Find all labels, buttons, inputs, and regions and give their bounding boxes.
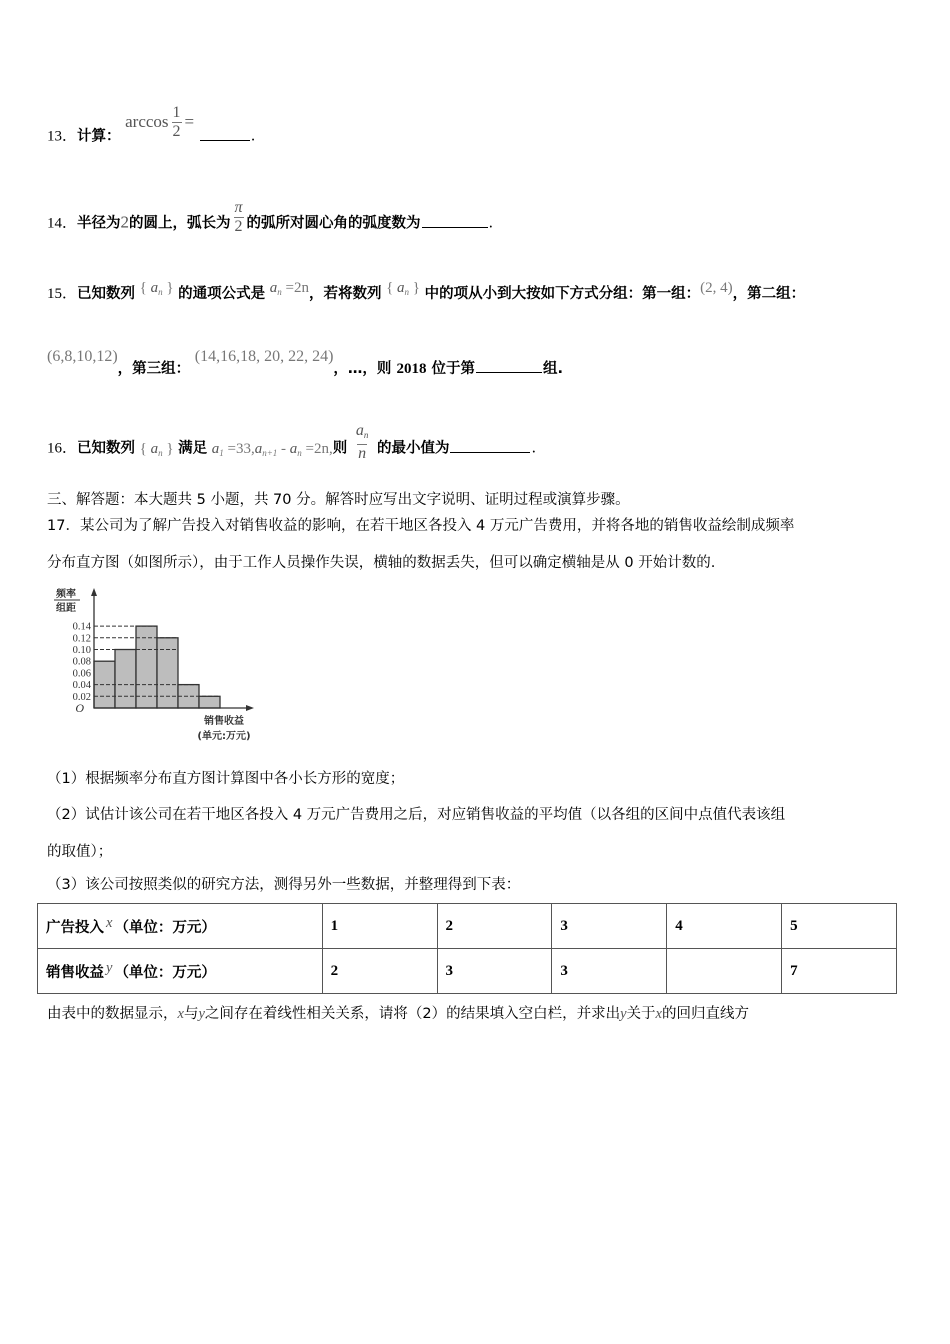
histogram-bar bbox=[115, 650, 136, 709]
section-heading: 三、解答题：本大题共 5 小题，共 70 分。解答时应写出文字说明、证明过程或演算步骤。 bbox=[47, 492, 630, 508]
fraction: $\frac{a_n}{n}$ bbox=[355, 422, 369, 462]
table-cell: 7 bbox=[782, 949, 897, 994]
formula: $a_n =2n$ bbox=[269, 280, 309, 297]
frequency-histogram bbox=[40, 584, 280, 749]
question-17-intro-1: 17．某公司为了解广告投入对销售收益的影响，在若干地区各投入 4 万元广告费用，并将各地的销售收益绘制成频率 bbox=[47, 518, 795, 534]
question-number: 16． bbox=[47, 440, 78, 457]
fraction: $\frac{\pi}{2}$ bbox=[234, 199, 243, 235]
table-cell: 3 bbox=[552, 949, 667, 994]
row-header: 广告投入 x （单位：万元） bbox=[38, 904, 323, 949]
table-cell: 3 bbox=[552, 904, 667, 949]
question-number: 15． bbox=[47, 286, 78, 302]
table-cell: 5 bbox=[782, 904, 897, 949]
svg-text:(单元:万元): (单元:万元) bbox=[197, 731, 251, 742]
answer-blank[interactable] bbox=[450, 451, 530, 453]
table-row bbox=[38, 904, 897, 949]
sequence-symbol: { $a_n$ } bbox=[386, 280, 420, 297]
table-cell: 4 bbox=[667, 904, 782, 949]
table-cell: 2 bbox=[437, 904, 552, 949]
recurrence-formula: $a_1 =33,a_{n+1} - a_n =2n$, bbox=[211, 440, 333, 458]
svg-text:0.06: 0.06 bbox=[72, 668, 91, 680]
sequence-symbol: { $a_n$ } bbox=[139, 440, 174, 458]
table-row bbox=[38, 949, 897, 994]
row-header: 销售收益 y （单位：万元） bbox=[38, 949, 323, 994]
question-17-part-3: （3）该公司按照类似的研究方法，测得另外一些数据，并整理得到下表： bbox=[47, 877, 521, 893]
histogram-bar bbox=[199, 696, 220, 708]
question-14: 14．半径为2的圆上，弧长为 $\frac{\pi}{2}$ 的弧所对圆心角的弧度数为 . bbox=[47, 199, 494, 235]
answer-blank[interactable] bbox=[476, 371, 542, 373]
y-tick-labels bbox=[73, 622, 92, 703]
question-number: 14． bbox=[47, 215, 78, 232]
group-2: (6,8,10,12) bbox=[47, 348, 118, 365]
question-15-cont: (6,8,10,12)，第三组： (14,16,18, 20, 22, 24)，…，则 2018 位于第 组. bbox=[47, 348, 564, 377]
histogram-bars bbox=[94, 626, 220, 708]
svg-text:0.12: 0.12 bbox=[72, 633, 91, 645]
svg-text:O: O bbox=[75, 701, 84, 715]
question-15: 15．已知数列 { $a_n$ } 的通项公式是 $a_n =2n$，若将数列 { $a_n$ } 中的项从小到大按如下方式分组：第一组：(2, 4)，第二组： bbox=[47, 280, 806, 302]
svg-text:0.10: 0.10 bbox=[72, 645, 91, 656]
group-1: (2, 4) bbox=[700, 280, 733, 296]
table-cell: 3 bbox=[437, 949, 552, 994]
question-number: 13． bbox=[47, 128, 78, 145]
svg-text:销售收益: 销售收益 bbox=[204, 716, 244, 727]
question-17-part-2-1: （2）试估计该公司在若干地区各投入 4 万元广告费用之后，对应销售收益的平均值（以各组的区间中点值代表该组 bbox=[47, 807, 786, 823]
histogram-bar bbox=[136, 626, 157, 708]
question-17-intro-2: 分布直方图（如图所示），由于工作人员操作失误，横轴的数据丢失，但可以确定横轴是从 0 开始计数的. bbox=[47, 555, 716, 571]
group-3: (14,16,18, 20, 22, 24) bbox=[194, 348, 334, 365]
data-table bbox=[37, 903, 897, 994]
svg-text:0.04: 0.04 bbox=[72, 680, 91, 692]
table-cell: 1 bbox=[322, 904, 437, 949]
blank-cell[interactable] bbox=[667, 949, 782, 994]
question-label: 计算： bbox=[77, 128, 121, 145]
question-17-part-1: （1）根据频率分布直方图计算图中各小长方形的宽度； bbox=[47, 771, 405, 787]
histogram-bar bbox=[157, 638, 178, 708]
question-17-closing: 由表中的数据显示，x与y之间存在着线性相关关系，请将（2）的结果填入空白栏，并求出y关于x的回归直线方 bbox=[47, 1006, 749, 1022]
svg-text:0.14: 0.14 bbox=[72, 621, 91, 633]
sequence-symbol: { $a_n$ } bbox=[139, 280, 174, 297]
svg-text:0.08: 0.08 bbox=[72, 656, 91, 668]
math-expression: arccos $\frac{1}{2}$ = bbox=[125, 104, 195, 140]
question-16: 16．已知数列 { $a_n$ } 满足 $a_1 =33,a_{n+1} - a_n =2n$,则 $\frac{a_n}{n}$ 的最小值为 . bbox=[47, 422, 537, 462]
question-13: 13．计算： arccos $\frac{1}{2}$ = . bbox=[47, 104, 256, 145]
svg-text:组距: 组距 bbox=[56, 603, 76, 614]
svg-text:频率: 频率 bbox=[56, 589, 76, 600]
question-17-part-2-2: 的取值）； bbox=[47, 844, 113, 860]
answer-blank[interactable] bbox=[200, 139, 250, 141]
table-cell: 2 bbox=[322, 949, 437, 994]
svg-text:0.02: 0.02 bbox=[72, 691, 91, 703]
answer-blank[interactable] bbox=[422, 226, 488, 228]
